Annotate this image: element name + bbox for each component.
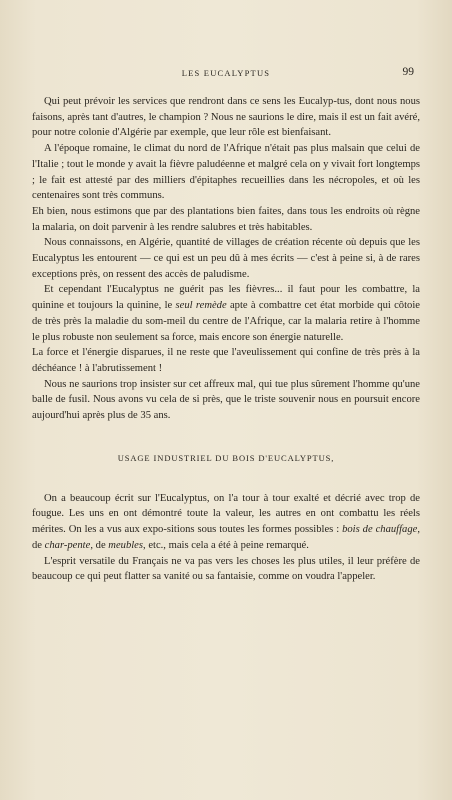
paragraph: A l'époque romaine, le climat du nord de l'Afrique n'était pas plus malsain que celui de l'Italie ; tout le monde y avait la fièvre paludéenne et malgré cela on y vivait fort longtemps ; le fait est attesté par des milliers d'épitaphes recueillies dans les nécropoles, et où les centenaires sont très communs. (32, 143, 420, 202)
emphasis-text: char-pente (44, 539, 91, 551)
section-heading-punct: , (331, 452, 335, 463)
running-title: LES EUCALYPTUS (181, 68, 271, 78)
section-heading-text: USAGE INDUSTRIEL DU BOIS D'EUCALYPTUS (117, 452, 332, 463)
paragraph-text: , de (90, 539, 109, 551)
emphasis-text: seul remède (175, 300, 227, 312)
paragraph-text: , etc., mais cela a été à peine remarqué. (143, 539, 309, 551)
paragraph-text: Et cependant l'Eucalyptus ne guérit pas les fièvres... il faut pour les combattre, la quinine et toujours la quinine, le (32, 284, 420, 312)
paragraph: Qui peut prévoir les services que rendront dans ce sens les Eucalyp-tus, dont nous nous faisons, après tant d'autres, le champion ? Nous ne saurions le dire, mais il est un fait avéré, pour notre colonie d'Algérie par exemple, que leur rôle est bienfaisant. (32, 96, 420, 139)
paragraph (32, 491, 420, 554)
paragraph: Nous connaissons, en Algérie, quantité de villages de création récente où depuis que les Eucalyptus les entourent — ce qui est un peu dû à mes écrits — c'est à peine si, à de rares exceptions près, on ressent des accès de paludisme. (32, 237, 420, 280)
paragraph-text: On a beaucoup écrit sur l'Eucalyptus, on l'a tour à tour exalté et décrié avec trop de fougue. Les uns en ont démontré toute la valeur, les autres en ont combattu les réels mérites. On les a vus aux expo-sitions sous toutes les formes possibles : (32, 492, 420, 536)
emphasis-text: bois de chauffage (342, 524, 418, 536)
paragraph: Eh bien, nous estimons que par des plantations bien faites, dans tous les endroits où règne la malaria, on doit parvenir à les rendre salubres et très habitables. (32, 205, 420, 233)
paragraph: Nous ne saurions trop insister sur cet affreux mal, qui tue plus sûrement l'homme qu'une balle de fusil. Nous avons vu cela de si près, que le triste souvenir nous en poursuit encore aujourd'hui après plus de 35 ans. (32, 378, 420, 422)
body-text (32, 94, 420, 585)
paragraph (32, 282, 420, 345)
emphasis-text: meubles (108, 539, 144, 551)
running-head (32, 66, 420, 80)
section-heading (32, 453, 420, 463)
paragraph: La force et l'énergie disparues, il ne reste que l'aveulissement qui confine de très près à la déchéance ! à l'abrutissement ! (32, 347, 420, 374)
paragraph-text: apte à combattre cet état morbide qui côtoie de très près la maladie du som-meil du centre de l'Afrique, car la malaria retire à l'homme le plus robuste non seulement sa force, mais encore son énergie naturelle. (32, 300, 420, 343)
paragraph: L'esprit versatile du Français ne va pas vers les choses les plus utiles, il leur préfère de beaucoup ce qui peut flatter sa vanité ou sa fantaisie, comme on voudra l'appeler. (32, 555, 420, 583)
page-number: 99 (402, 66, 414, 78)
paragraph-text: , de (32, 524, 420, 551)
